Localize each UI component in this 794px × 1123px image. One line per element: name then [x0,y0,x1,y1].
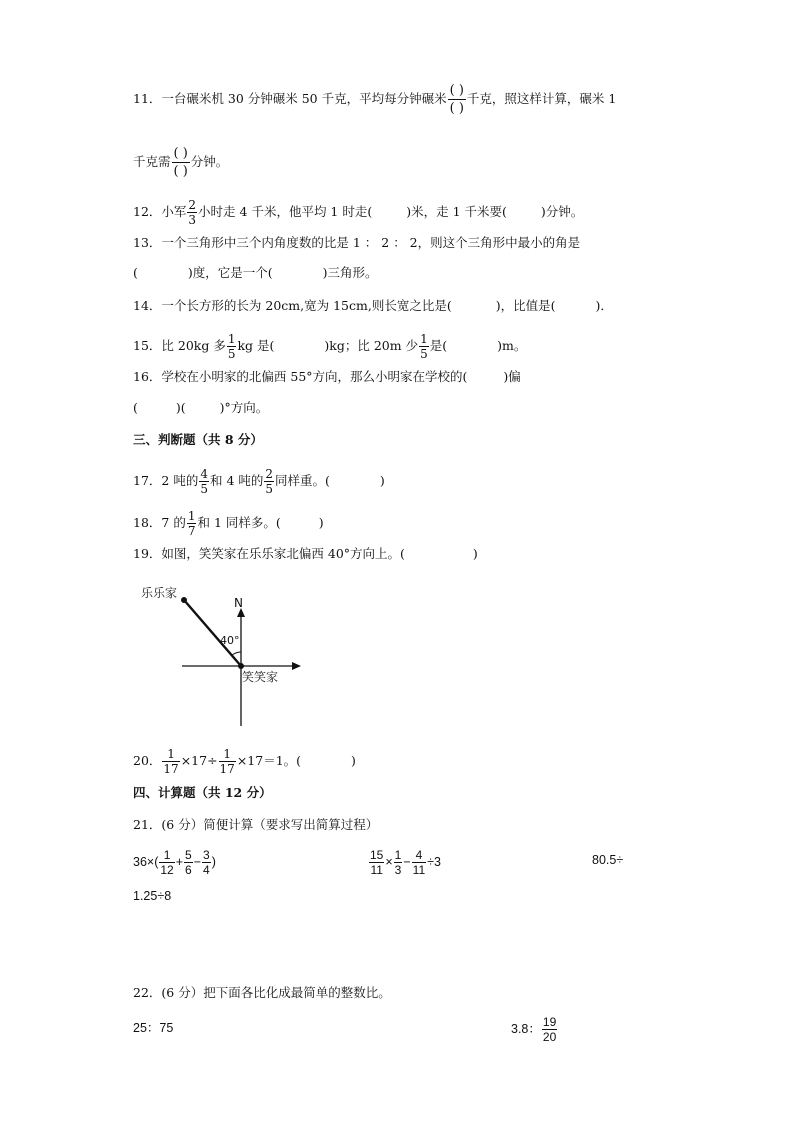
q12-line [133,198,583,227]
q15-frac2-den: 5 [420,347,428,361]
q11-text-1: 11．一台碾米机 30 分钟碾米 50 千克，平均每分钟碾米 [133,91,447,106]
q11-text-2: 千克，照这样计算，碾米 1 [466,91,617,106]
q16-text-1: 16．学校在小明家的北偏西 55°方向，那么小明家在学校的( [133,369,468,384]
q13-line2 [133,264,378,282]
q20-frac2-den: 17 [219,762,235,776]
q21-e1-op1: + [175,854,184,869]
q19-direction-figure [135,580,305,730]
q16-text-4: )( [175,400,186,415]
q21-e2-op2: − [403,854,411,869]
q21-e1-f1-den: 12 [160,863,174,877]
q20-frac1-num: 1 [162,747,179,762]
q15-frac1-den: 5 [227,347,236,361]
q22-title: 22．(6 分）把下面各比化成最简单的整数比。 [133,985,391,1000]
q12-fraction [187,198,197,227]
q18-text-1: 18．7 的 [133,515,186,530]
q16-text-3: ( [133,400,138,415]
q11-line2 [133,145,228,180]
q18-text-2: 和 1 同样多。( [197,515,281,530]
q11-blank-num-1: ( ) [449,83,464,98]
q15-text-2: kg 是( [237,338,275,353]
q15-frac2-num: 1 [420,332,428,346]
angle-label: 40° [220,634,240,647]
q15-text-4: 是( [429,338,448,353]
q14-text-1: 14．一个长方形的长为 20cm,宽为 15cm,则长宽之比是( [133,298,452,313]
q17-fraction-2 [264,467,274,496]
q15-frac1-num: 1 [227,332,236,346]
q21-e1-f1-num: 1 [159,848,174,863]
direction-line [184,600,241,666]
q15-fraction-1 [227,332,237,361]
q14-text-2: )，比值是( [495,298,556,313]
q17-frac2-den: 5 [265,482,274,496]
q20-frac2-num: 1 [219,747,236,762]
q21-e2-op1: × [385,854,393,869]
q21-e2-f1-den: 11 [370,863,383,877]
q20-frac1-den: 17 [163,762,179,776]
q21-e1-fraction-3 [202,848,211,877]
q17-text-4: ) [379,473,385,488]
q22-e2-prefix: 3.8： [511,1021,541,1036]
q11-answer-fraction-2[interactable] [172,145,190,180]
q22-e2-fraction [542,1015,557,1044]
q12-frac-num: 2 [188,198,197,212]
q11-blank-den-2: ( ) [173,164,188,179]
q22-expression-1: 25：75 [133,1021,174,1035]
section-3-title: 三、判断题（共 8 分） [133,432,263,447]
q11-answer-fraction-1[interactable] [448,82,466,117]
section-4-title: 四、计算题（共 12 分） [133,785,272,800]
q11-text-4: 分钟。 [190,154,229,169]
q14-text-3: )． [595,298,613,313]
q21-e1-op2: − [193,854,202,869]
q16-text-5: )°方向。 [219,400,269,415]
q18-line [133,509,324,538]
q18-frac-den: 7 [187,524,196,538]
q19-text-2: ) [472,546,478,561]
q16-line1 [133,368,521,386]
q21-e2-f3-num: 4 [412,848,426,863]
q11-text-3: 千克需 [133,154,171,169]
q21-e1-fraction-2 [184,848,193,877]
q21-e2-f3-den: 11 [412,863,426,877]
angle-arc [232,652,241,655]
q20-line [133,747,356,776]
q15-text-3: )kg；比 20m 少 [324,338,419,353]
q17-frac1-num: 4 [200,467,208,481]
east-arrow-icon [292,662,301,670]
q15-text-1: 15．比 20kg 多 [133,338,226,353]
q21-e2-fraction-1 [369,848,384,877]
q11-blank-den-1: ( ) [449,101,464,116]
q20-text-1: 20． [133,753,162,768]
q21-e2-tail: ÷3 [427,854,441,869]
q12-text-3: )米，走 1 千米要( [406,204,507,219]
q18-text-3: ) [318,515,324,530]
q20-fraction-2 [219,747,236,776]
q15-text-5: )m。 [497,338,527,353]
q13-text-3: )度，它是一个( [187,265,273,280]
q21-e2-f2-num: 1 [394,848,402,862]
lele-home-label: 乐乐家 [141,586,178,600]
q20-text-2: ×17÷ [180,753,218,768]
q12-text-2: 小时走 4 千米，他平均 1 时走( [198,204,373,219]
q18-fraction [187,509,197,538]
q22-e2-num: 19 [542,1015,557,1029]
q17-text-1: 17．2 吨的 [133,473,199,488]
q21-e2-fraction-3 [412,848,426,877]
lele-home-point [181,597,187,603]
q21-e1-prefix: 36×( [133,854,159,869]
q13-line1 [133,234,580,252]
q19-line [133,545,478,563]
q17-frac2-num: 2 [265,467,274,481]
q20-text-3: ×17＝1。( [236,753,302,768]
q19-text-1: 19．如图，笑笑家在乐乐家北偏西 40°方向上。( [133,546,405,561]
q15-fraction-2 [419,332,429,361]
q16-text-2: )偏 [503,369,521,384]
q21-e1-f2-den: 6 [185,863,192,877]
q17-frac1-den: 5 [200,482,208,496]
xiaoxiao-home-point [238,663,244,669]
q13-text-2: ( [133,265,138,280]
q20-text-4: ) [351,753,356,768]
q22-expression-2 [511,1015,558,1044]
q16-line2 [133,399,268,417]
q14-line [133,297,613,315]
q15-line [133,332,526,361]
q22-e2-den: 20 [542,1030,557,1044]
q12-frac-den: 3 [188,213,197,227]
q21-e2-f1-num: 15 [370,848,384,862]
q17-line [133,467,385,496]
q21-e1-fraction-1 [159,848,174,877]
q13-text-1: 13．一个三角形中三个内角度数的比是 1 ： 2 ： 2，则这个三角形中最小的角是 [133,235,581,250]
q17-text-2: 和 4 吨的 [209,473,264,488]
q21-e1-f2-num: 5 [185,848,192,862]
q17-fraction-1 [199,467,209,496]
q21-e2-f2-den: 3 [394,863,402,877]
q21-expression-1 [133,848,216,877]
xiaoxiao-home-label: 笑笑家 [242,670,279,684]
north-label: N [234,596,243,610]
q21-e1-f3-num: 3 [203,848,210,862]
q12-text-1: 12．小军 [133,204,187,219]
q11-line1 [133,82,616,117]
q21-title: 21．(6 分）简便计算（要求写出简算过程） [133,817,379,832]
q20-fraction-1 [162,747,179,776]
q21-expression-3a: 80.5÷ [592,853,624,867]
q21-e1-f3-den: 4 [203,863,210,877]
q21-e2-fraction-2 [394,848,403,877]
q21-e1-suffix: ) [211,854,216,869]
q17-text-3: 同样重。( [275,473,330,488]
q21-expression-3b: 1.25÷8 [133,889,172,903]
q13-text-4: )三角形。 [322,265,378,280]
q21-expression-2 [368,848,441,877]
q12-text-4: )分钟。 [540,204,584,219]
q18-frac-num: 1 [187,509,196,523]
q11-blank-num-2: ( ) [173,146,188,161]
